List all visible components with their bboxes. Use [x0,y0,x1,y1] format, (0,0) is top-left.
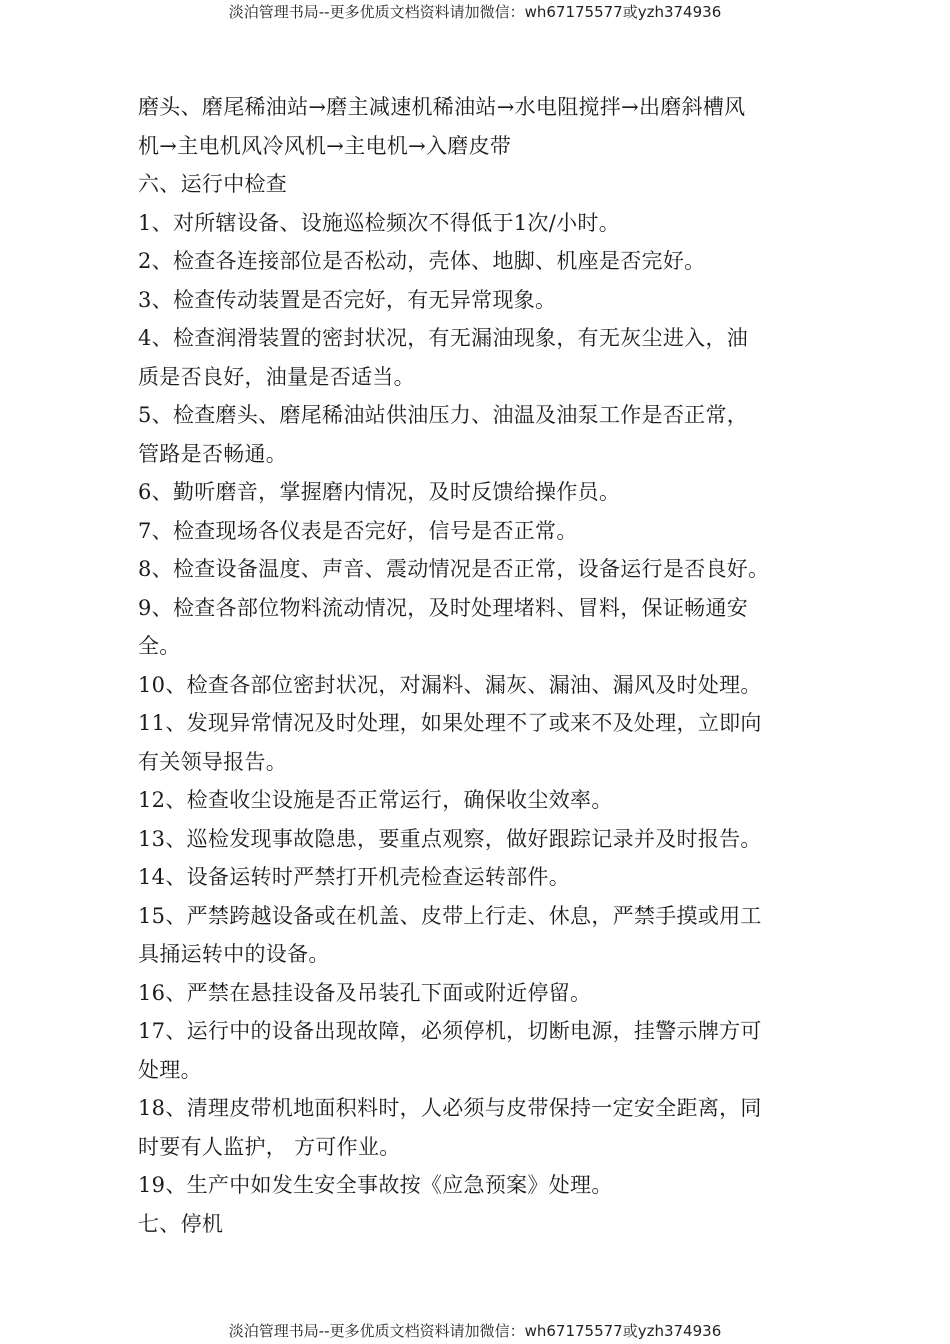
text-line: 4、检查润滑装置的密封状况，有无漏油现象，有无灰尘进入，油 [138,326,749,350]
text-line: 管路是否畅通。 [138,441,288,466]
text-line: 质是否良好，油量是否适当。 [138,364,415,389]
text-line: 1、对所辖设备、设施巡检频次不得低于1次/小时。 [138,210,620,235]
text-line: 有关领导报告。 [138,749,288,774]
text-line: 11、发现异常情况及时处理，如果处理不了或来不及处理，立即向 [138,711,762,735]
section-heading: 七、停机 [138,1211,224,1236]
text-line: 7、检查现场各仪表是否完好，信号是否正常。 [138,518,578,543]
text-line: 15、严禁跨越设备或在机盖、皮带上行走、休息，严禁手摸或用工 [138,903,762,928]
document-body [138,88,818,1243]
text-line: 时要有人监护， 方可作业。 [138,1134,401,1159]
text-line: 2、检查各连接部位是否松动，壳体、地脚、机座是否完好。 [138,249,706,273]
text-line: 19、生产中如发生安全事故按《应急预案》处理。 [138,1173,613,1197]
text-line: 机→主电机风冷风机→主电机→入磨皮带 [138,133,512,158]
text-line: 具捅运转中的设备。 [138,942,330,966]
page-footer-watermark: 淡泊管理书局--更多优质文档资料请加微信：wh67175577或yzh374936 [228,1322,722,1340]
text-line: 8、检查设备温度、声音、震动情况是否正常，设备运行是否良好。 [138,557,770,581]
text-line: 17、运行中的设备出现故障，必须停机，切断电源，挂警示牌方可 [138,1019,762,1043]
text-line: 9、检查各部位物料流动情况，及时处理堵料、冒料，保证畅通安 [138,595,749,620]
text-line: 3、检查传动装置是否完好，有无异常现象。 [138,287,557,312]
text-line: 磨头、磨尾稀油站→磨主减速机稀油站→水电阻搅拌→出磨斜槽风 [138,95,746,119]
text-line: 14、设备运转时严禁打开机壳检查运转部件。 [138,865,571,889]
text-line: 6、勤听磨音，掌握磨内情况，及时反馈给操作员。 [138,480,621,504]
text-line: 10、检查各部位密封状况，对漏料、漏灰、漏油、漏风及时处理。 [138,672,762,697]
text-line: 全。 [138,634,181,658]
page-header-watermark: 淡泊管理书局--更多优质文档资料请加微信：wh67175577或yzh374936 [228,3,722,21]
text-line: 12、检查收尘设施是否正常运行，确保收尘效率。 [138,788,613,812]
text-line: 16、严禁在悬挂设备及吊装孔下面或附近停留。 [138,980,592,1005]
section-heading: 六、运行中检查 [138,172,288,196]
text-line: 18、清理皮带机地面积料时，人必须与皮带保持一定安全距离，同 [138,1096,762,1120]
text-line: 5、检查磨头、磨尾稀油站供油压力、油温及油泵工作是否正常， [138,403,749,427]
text-line: 13、巡检发现事故隐患，要重点观察，做好跟踪记录并及时报告。 [138,826,762,851]
text-line: 处理。 [138,1057,202,1082]
